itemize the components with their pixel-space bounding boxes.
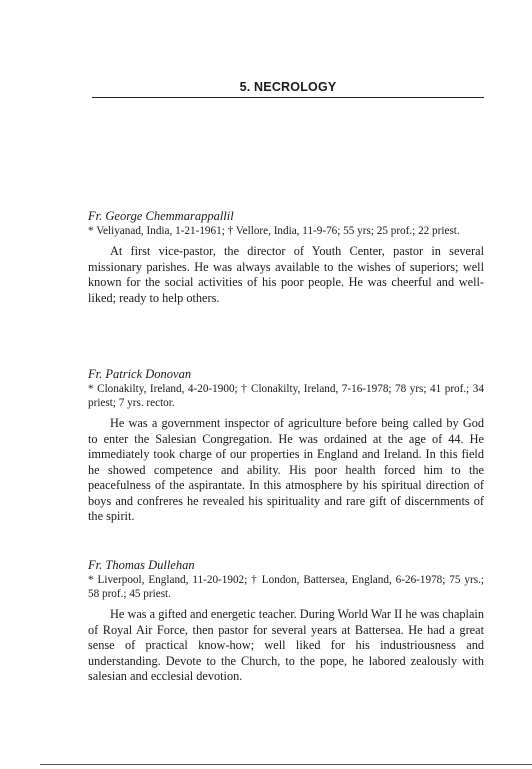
necrology-entry [88,209,484,306]
entry-name: Fr. George Chemmarappallil [88,209,234,223]
entry-dates: * Clonakilty, Ireland, 4-20-1900; † Clonakilty, Ireland, 7-16-1978; 78 yrs; 41 prof.; 34 priest; 7 yrs. rector. [88,383,484,409]
necrology-entry [88,558,484,685]
entry-name: Fr. Thomas Dullehan [88,558,195,572]
entry-name: Fr. Patrick Donovan [88,367,192,381]
necrology-entry [88,367,484,525]
entry-biography: At first vice-pastor, the director of Youth Center, pastor in several missionary parishes. He was always available to the wishes of superiors; well known for the social activities of his poor people. He was cheerful and well-liked; ready to help others. [88,244,484,305]
heading-rule [92,97,484,98]
entry-dates: * Veliyanad, India, 1-21-1961; † Vellore, India, 11-9-76; 55 yrs; 25 prof.; 22 priest. [88,225,460,237]
chapter-heading: 5. NECROLOGY [239,80,337,94]
entry-dates: * Liverpool, England, 11-20-1902; † London, Battersea, England, 6-26-1978; 75 yrs.; 58 prof.; 45 priest. [88,574,484,600]
entry-biography: He was a government inspector of agriculture before being called by God to enter the Salesian Congregation. He was ordained at the age of 44. He immediately took charge of our properties in England and Ireland. In this field he showed competence and ability. His poor health forced him to the peacefulness of the aspirantate. In this atmosphere by his spiritual direction of boys and confreres he revealed his spirituality and rare gift of discernments of the spirit. [88,416,484,523]
entry-biography: He was a gifted and energetic teacher. During World War II he was chaplain of Royal Air Force, then pastor for several years at Battersea. He had a great sense of practical know-how; well liked for his industriousness and understanding. Devote to the Church, to the pope, he labored zealously with salesian and ecclesial devotion. [88,607,484,683]
footer-rule [40,764,532,765]
